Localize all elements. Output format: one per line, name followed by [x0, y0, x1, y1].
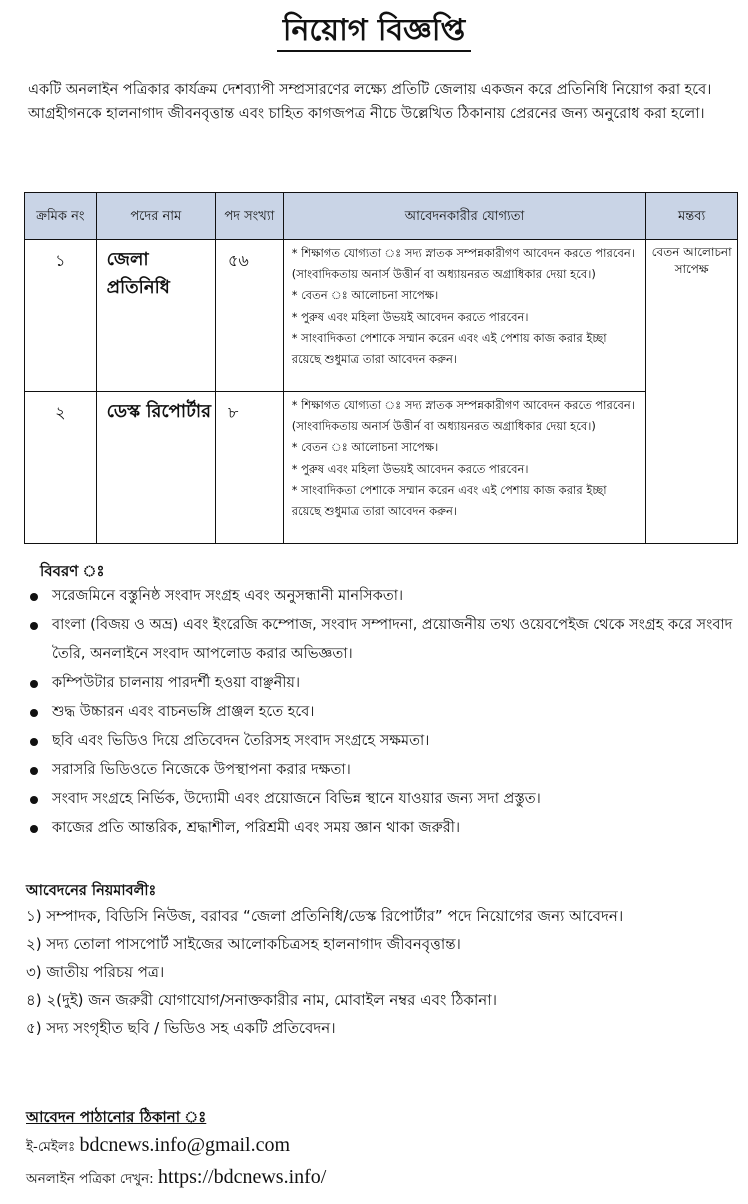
list-item-text: সরেজমিনে বস্তুনিষ্ঠ সংবাদ সংগ্রহ এবং অনুসন্ধানী মানসিকতা। [52, 588, 404, 604]
remarks-cell: বেতন আলোচনা সাপেক্ষ [646, 240, 738, 544]
list-item-text: কাজের প্রতি আন্তরিক, শ্রদ্ধাশীল, পরিশ্রমী এবং সময় জ্ঞান থাকা জরুরী। [52, 820, 461, 836]
website-link[interactable]: https://bdcnews.info/ [158, 1166, 327, 1188]
details-list [26, 582, 738, 843]
row-serial: ১ [25, 240, 97, 392]
table-header-row [25, 193, 738, 240]
bullet-icon [30, 796, 38, 804]
row-qualifications [283, 240, 646, 392]
list-item-text: সংবাদ সংগ্রহে নির্ভিক, উদ্যোমী এবং প্রয়োজনে বিভিন্ন স্থানে যাওয়ার জন্য সদা প্রস্তুত। [52, 791, 541, 807]
bullet-icon [30, 738, 38, 746]
qualification-item: * বেতন ঃ আলোচনা সাপেক্ষ। [291, 440, 439, 455]
table-row [25, 240, 738, 392]
details-heading: বিবরণ ঃ [40, 562, 105, 580]
posts-table [24, 192, 738, 544]
list-item-text: ছবি এবং ভিডিও দিয়ে প্রতিবেদন তৈরিসহ সংবাদ সংগ্রহে সক্ষমতা। [52, 733, 430, 749]
header-remarks: মন্তব্য [646, 193, 738, 240]
row-serial: ২ [25, 392, 97, 544]
intro [28, 78, 718, 126]
bullet-icon [30, 593, 38, 601]
list-item [26, 698, 738, 727]
qualification-item: * বেতন ঃ আলোচনা সাপেক্ষ। [291, 288, 439, 303]
header-post-count: পদ সংখ্যা [215, 193, 283, 240]
rules-heading: আবেদনের নিয়মাবলীঃ [26, 883, 157, 899]
qualification-item: * পুরুষ এবং মহিলা উভয়ই আবেদন করতে পারবেন। [291, 461, 529, 476]
title-wrap [0, 0, 748, 62]
bullet-icon [30, 767, 38, 775]
list-item-text: সরাসরি ভিডিওতে নিজেকে উপস্থাপনা করার দক্ষতা। [52, 762, 351, 778]
qualification-item: * সাংবাদিকতা পেশাকে সম্মান করেন এবং এই পেশায় কাজ করার ইচ্ছা রয়েছে শুধুমাত্র তারা আবেদন করুন। [291, 330, 607, 367]
list-item [26, 611, 738, 669]
list-item [26, 785, 738, 814]
qualification-item: * সাংবাদিকতা পেশাকে সম্মান করেন এবং এই পেশায় কাজ করার ইচ্ছা রয়েছে শুধুমাত্র তারা আবেদন করুন। [291, 482, 607, 519]
list-item-text: বাংলা (বিজয় ও অভ্র) এবং ইংরেজি কম্পোজ, সংবাদ সম্পাদনা, প্রয়োজনীয় তথ্য ওয়েবপেইজ থেকে সংগ্রহ করে সংবাদ তৈরি, অনলাইনে সংবাদ আপলোড করার অভিজ্ঞতা। [52, 617, 733, 662]
header-post-name: পদের নাম [96, 193, 215, 240]
qualification-item: * শিক্ষাগত যোগ্যতা ঃ সদ্য স্নাতক সম্পন্নকারীগণ আবেদন করতে পারবেন। (সাংবাদিকতায় অনার্স উত্তীর্ন বা অধ্যায়নরত অগ্রাধিকার দেয়া হবে।) [291, 246, 635, 282]
rule-item: ৫) সদ্য সংগৃহীত ছবি / ভিডিও সহ একটি প্রতিবেদন। [26, 1019, 336, 1037]
rule-item: ৩) জাতীয় পরিচয় পত্র। [26, 963, 165, 981]
bullet-icon [30, 825, 38, 833]
qualification-item: * শিক্ষাগত যোগ্যতা ঃ সদ্য স্নাতক সম্পন্নকারীগণ আবেদন করতে পারবেন। (সাংবাদিকতায় অনার্স উত্তীর্ন বা অধ্যায়নরত অগ্রাধিকার দেয়া হবে।) [291, 398, 635, 434]
bullet-icon [30, 622, 38, 630]
header-serial: ক্রমিক নং [25, 193, 97, 240]
list-item [26, 582, 738, 611]
list-item [26, 727, 738, 756]
qualification-item: * পুরুষ এবং মহিলা উভয়ই আবেদন করতে পারবেন। [291, 309, 529, 324]
rule-item: ৪) ২(দুই) জন জরুরী যোগাযোগ/সনাক্তকারীর নাম, মোবাইল নম্বর এবং ঠিকানা। [26, 991, 497, 1009]
page-title: নিয়োগ বিজ্ঞপ্তি [277, 12, 471, 52]
row-post-count: ৫৬ [215, 240, 283, 392]
row-post-name: জেলা প্রতিনিধি [96, 240, 215, 392]
table-row [25, 392, 738, 544]
intro-paragraph-1: একটি অনলাইন পত্রিকার কার্যক্রম দেশব্যাপী সম্প্রসারণের লক্ষ্যে প্রতিটি জেলায় একজন করে প্রতিনিধি নিয়োগ করা হবে। [28, 82, 712, 98]
rule-item: ১) সম্পাদক, বিডিসি নিউজ, বরাবর “জেলা প্রতিনিধি/ডেস্ক রিপোর্টার” পদে নিয়োগের জন্য আবেদন। [26, 907, 624, 925]
list-item [26, 814, 738, 843]
list-item [26, 669, 738, 698]
website-line [26, 1166, 326, 1191]
list-item-text: কম্পিউটার চালনায় পারদর্শী হওয়া বাঞ্ছনীয়। [52, 675, 301, 691]
bullet-icon [30, 680, 38, 688]
list-item-text: শুদ্ধ উচ্চারন এবং বাচনভঙ্গি প্রাঞ্জল হতে হবে। [52, 704, 315, 720]
rules-list [26, 902, 738, 1042]
website-label: অনলাইন পত্রিকা দেখুন: [26, 1171, 159, 1187]
row-post-count: ৮ [215, 392, 283, 544]
email-line [26, 1134, 290, 1159]
list-item [26, 756, 738, 785]
rule-item: ২) সদ্য তোলা পাসপোর্ট সাইজের আলোকচিত্রসহ হালনাগাদ জীবনবৃত্তান্ত। [26, 935, 461, 953]
bullet-icon [30, 709, 38, 717]
address-heading: আবেদন পাঠানোর ঠিকানা ঃ [26, 1108, 207, 1126]
row-qualifications [283, 392, 646, 544]
row-post-name: ডেস্ক রিপোর্টার [96, 392, 215, 544]
header-qualification: আবেদনকারীর যোগ্যতা [283, 193, 646, 240]
email-label: ই-মেইলঃ [26, 1139, 80, 1155]
email-link[interactable]: bdcnews.info@gmail.com [79, 1134, 291, 1156]
intro-paragraph-2: আগ্রহীগনকে হালনাগাদ জীবনবৃত্তান্ত এবং চাহিত কাগজপত্র নীচে উল্লেখিত ঠিকানায় প্রেরনের জন্য অনুরোধ করা হলো। [28, 106, 705, 122]
